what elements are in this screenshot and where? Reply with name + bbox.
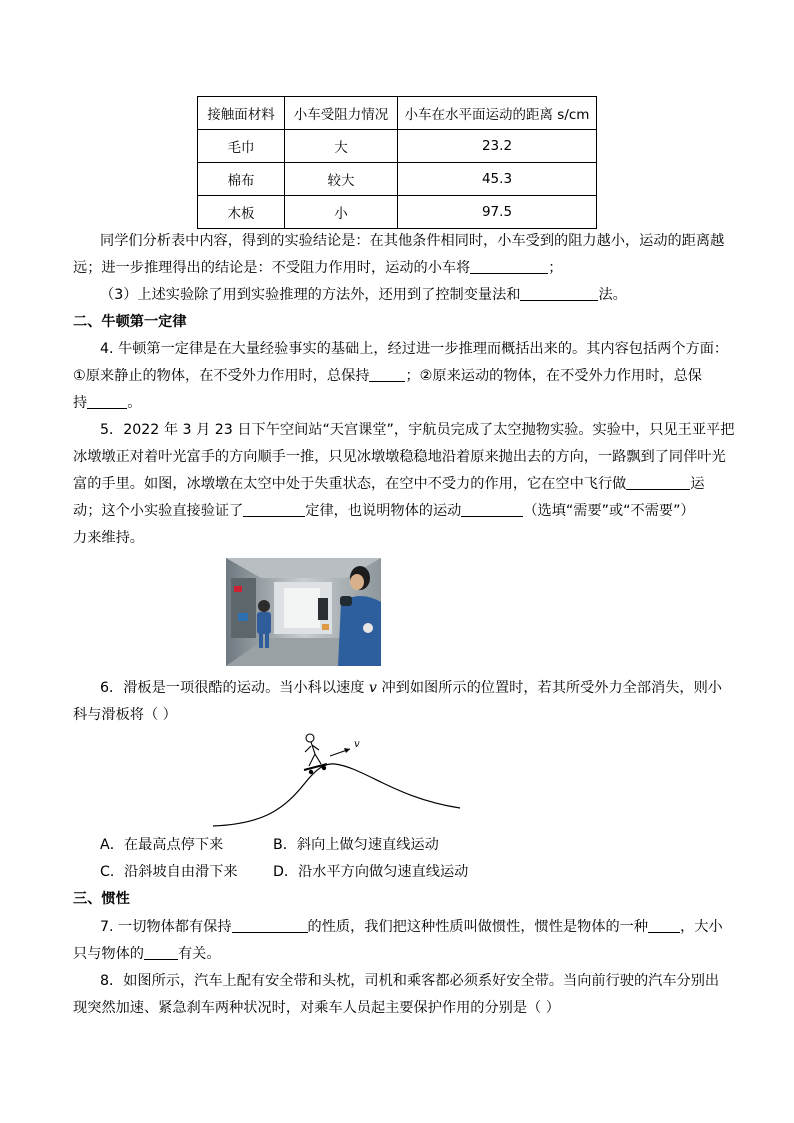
q5-line-1: 5．2022 年 3 月 23 日下午空间站“天宫课堂”，宇航员完成了太空抛物实验。实验中，只见王亚平把 [100,422,735,438]
q7-line-1: 7. 一切物体都有保持 的性质，我们把这种性质叫做惯性，惯性是物体的一种 ，大小 [100,919,723,935]
q6-line-1: 6．滑板是一项很酷的运动。当小科以速度 v 冲到如图所示的位置时，若其所受外力全部消失，则小 [100,680,722,696]
table-cell: 毛巾 [198,130,285,163]
q6-line-2: 科与滑板将（ ） [73,707,177,723]
q5-line-2: 冰墩墩正对着叶光富手的方向顺手一推，只见冰墩墩稳稳地沿着原来抛出去的方向，一路飘到了同伴叶光 [73,449,726,465]
table-cell: 棉布 [198,163,285,196]
q4-line-2: ①原来静止的物体，在不受外力作用时，总保持 ；②原来运动的物体，在不受外力作用时，总保 [73,368,702,384]
answer-blank[interactable] [87,394,127,409]
answer-blank[interactable] [369,367,405,382]
table-header: 小车受阻力情况 [285,97,398,130]
section-heading: 二、牛顿第一定律 [73,314,187,330]
answer-blank[interactable] [520,286,598,301]
option-c[interactable]: C．沿斜坡自由滑下来 [100,864,238,880]
q7-line-2: 只与物体的 有关。 [73,946,221,962]
table-row [198,130,597,163]
q4-line-1: 4. 牛顿第一定律是在大量经验事实的基础上，经过进一步推理而概括出来的。其内容包括两个方面： [100,341,729,357]
q5-line-5: 力来维持。 [73,530,144,546]
q5-line-3: 富的手里。如图，冰墩墩在太空中处于失重状态，在空中不受力的作用，它在空中飞行做 运 [73,476,705,492]
option-b[interactable]: B．斜向上做匀速直线运动 [273,837,439,853]
table-cell: 23.2 [398,130,597,163]
q5-line-4: 动；这个小实验直接验证了 定律，也说明物体的运动 （选填“需要”或“不需要”） [73,503,695,519]
skateboard-diagram [205,728,470,833]
space-station-photo [226,558,381,666]
table-cell: 97.5 [398,196,597,229]
q8-line-1: 8．如图所示，汽车上配有安全带和头枕，司机和乘客都必须系好安全带。当向前行驶的汽车分别出 [100,973,720,989]
q8-line-2: 现突然加速、紧急刹车两种状况时，对乘车人员起主要保护作用的分别是（ ） [73,1000,560,1016]
q4-line-3: 持 。 [73,395,142,411]
table-cell: 木板 [198,196,285,229]
conclusion-line-1: 同学们分析表中内容，得到的实验结论是：在其他条件相同时，小车受到的阻力越小，运动的距离越 [100,233,725,249]
answer-blank[interactable] [461,502,523,517]
answer-blank[interactable] [648,918,680,933]
table-cell: 45.3 [398,163,597,196]
section-heading: 三、惯性 [73,891,130,907]
table-cell: 小 [285,196,398,229]
option-a[interactable]: A．在最高点停下来 [100,837,224,853]
table-row [198,196,597,229]
answer-blank[interactable] [144,945,178,960]
answer-blank[interactable] [470,259,548,274]
table-row [198,163,597,196]
table-header: 小车在水平面运动的距离 s/cm [398,97,597,130]
method-line: （3）上述实验除了用到实验推理的方法外，还用到了控制变量法和 法。 [100,287,627,303]
answer-blank[interactable] [243,502,305,517]
experiment-table [197,96,597,229]
answer-blank[interactable] [626,475,690,490]
table-cell: 较大 [285,163,398,196]
velocity-label: v [354,739,360,750]
option-d[interactable]: D．沿水平方向做匀速直线运动 [273,864,469,880]
answer-blank[interactable] [232,918,308,933]
table-cell: 大 [285,130,398,163]
table-header-row [198,97,597,130]
table-header: 接触面材料 [198,97,285,130]
conclusion-line-2: 远；进一步推理得出的结论是：不受阻力作用时，运动的小车将 ； [73,260,563,276]
